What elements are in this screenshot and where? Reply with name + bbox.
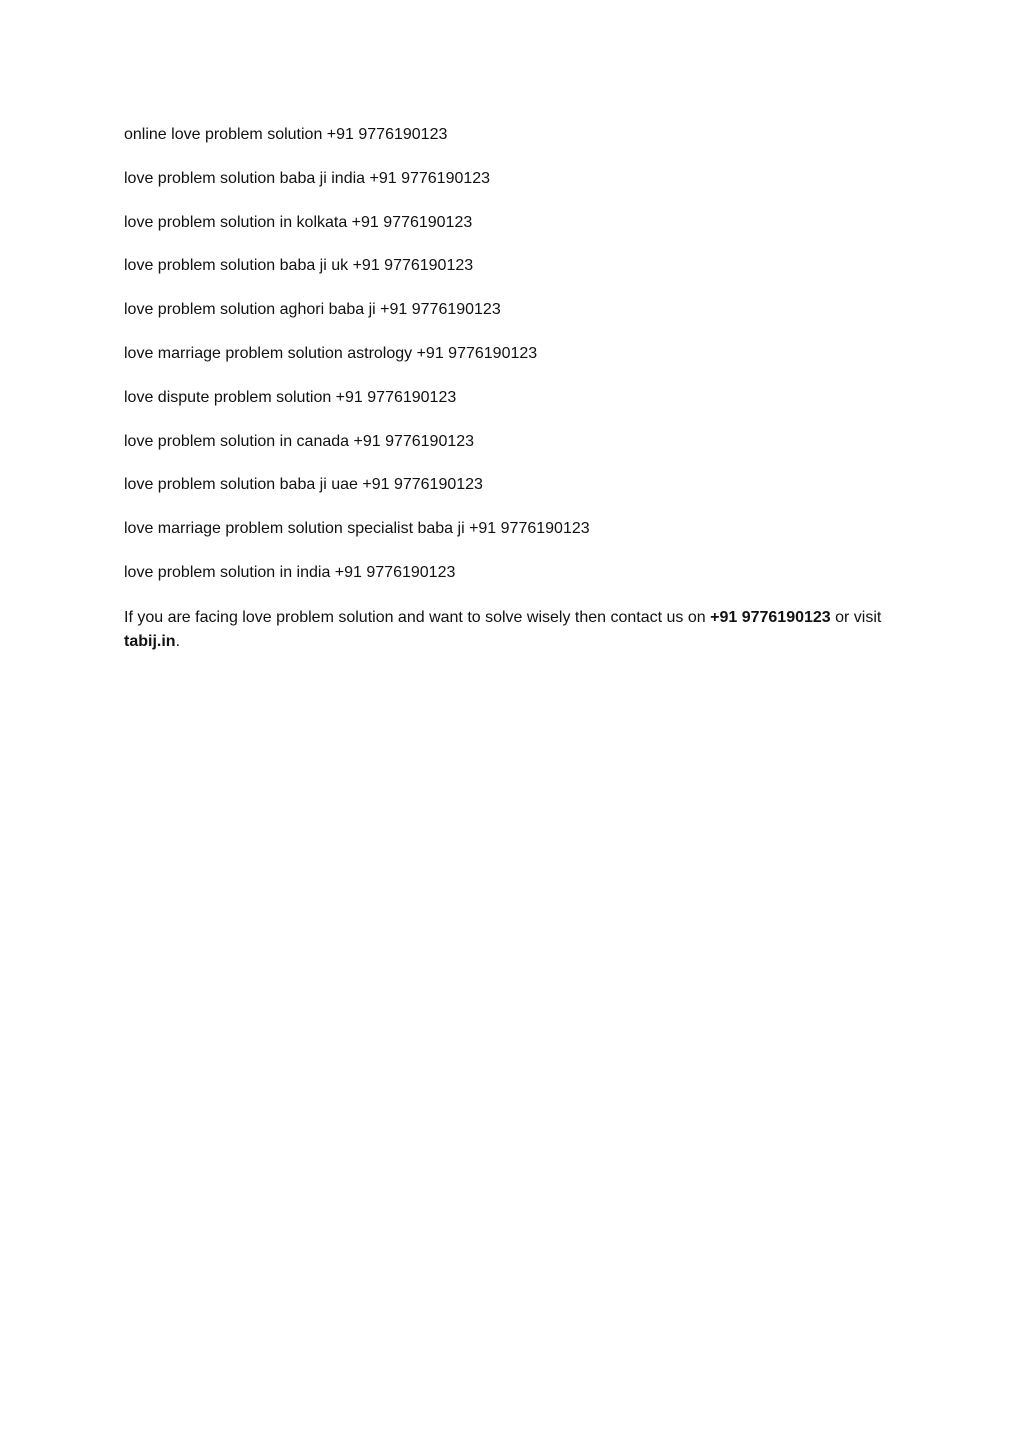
text-line: love problem solution in india +91 9776190123	[124, 563, 456, 581]
text-line: love problem solution baba ji india +91 9776190123	[124, 169, 491, 187]
text-line: love problem solution in canada +91 9776190123	[124, 432, 475, 450]
text-line: love problem solution baba ji uae +91 9776190123	[124, 476, 483, 494]
text-line: love marriage problem solution specialist baba ji +91 9776190123	[124, 520, 590, 538]
text-line: love problem solution aghori baba ji +91 9776190123	[124, 301, 501, 319]
closing-text: If you are facing love problem solution and want to solve wisely then contact us on	[124, 608, 711, 626]
closing-paragraph	[124, 606, 904, 654]
text-line: love problem solution baba ji uk +91 9776190123	[124, 257, 474, 275]
text-line: love marriage problem solution astrology +91 9776190123	[124, 344, 538, 362]
text-line: love problem solution in kolkata +91 9776190123	[124, 213, 473, 231]
website-name: tabij.in	[124, 632, 176, 650]
text-line: love dispute problem solution +91 9776190123	[124, 388, 457, 406]
document-body	[124, 124, 904, 654]
closing-period: .	[175, 632, 181, 650]
text-line: online love problem solution +91 9776190123	[124, 126, 448, 143]
closing-visit-text: or visit	[830, 608, 882, 626]
contact-phone: +91 9776190123	[710, 608, 831, 626]
